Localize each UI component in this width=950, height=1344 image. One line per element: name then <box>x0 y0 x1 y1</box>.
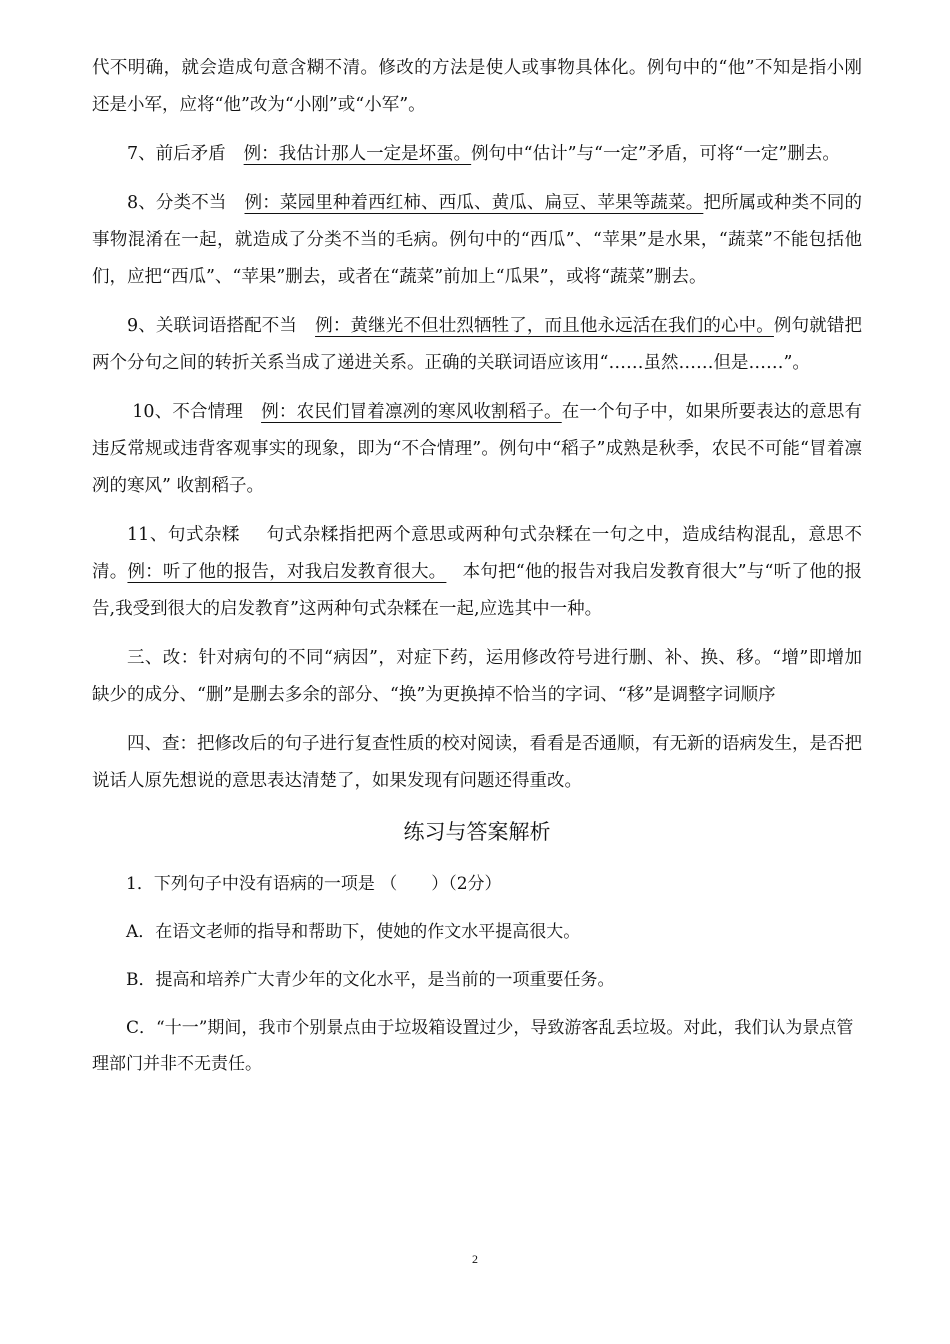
document-page <box>92 50 862 1094</box>
paragraph-7 <box>92 136 862 173</box>
paragraph-9 <box>92 308 862 382</box>
question-1-option-c: C．“十一”期间，我市个别景点由于垃圾箱设置过少，导致游客乱丢垃圾。对此，我们认为景点管理部门并非不无责任。 <box>92 1018 854 1074</box>
paragraph-cha: 四、查：把修改后的句子进行复查性质的校对阅读，看看是否通顺，有无新的语病发生，是否把说话人原先想说的意思表达清楚了，如果发现有问题还得重改。 <box>92 734 862 791</box>
item-label: 8、分类不当 <box>127 193 227 213</box>
paragraph-8 <box>92 185 862 296</box>
example-sentence: 例：农民们冒着凛冽的寒风收割稻子。 <box>261 402 562 422</box>
question-1-option-a: A．在语文老师的指导和帮助下，使她的作文水平提高很大。 <box>126 922 581 942</box>
paragraph-11 <box>92 517 862 628</box>
page-number: 2 <box>472 1252 478 1266</box>
question-1-option-b: B．提高和培养广大青少年的文化水平，是当前的一项重要任务。 <box>126 970 615 990</box>
item-label: 9、关联词语搭配不当 <box>127 316 298 336</box>
explanation-text: 例句就错把两个分句之间的转折关系当成了递进关系。正确的关联词语应该用“……虽然……但是……”。 <box>92 316 862 373</box>
question-1-stem: 1．下列句子中没有语病的一项是 （ ）（2分） <box>126 874 502 894</box>
paragraph-gai: 三、改：针对病句的不同“病因”，对症下药，运用修改符号进行删、补、换、移。“增”即增加缺少的成分、“删”是删去多余的部分、“换”为更换掉不恰当的字词、“移”是调整字词顺序 <box>92 648 862 705</box>
example-sentence: 例：我估计那人一定是坏蛋。 <box>243 144 472 164</box>
explanation-text: 句式杂糅指把两个意思或两种句式杂糅在一句之中，造成结构混乱，意思不清。 <box>92 525 862 582</box>
example-sentence: 例：菜园里种着西红柿、西瓜、黄瓜、扁豆、苹果等蔬菜。 <box>244 193 704 213</box>
explanation-text-2: 本句把“他的报告对我启发教育很大”与“听了他的报告,我受到很大的启发教育”这两种句式杂糅在一起,应选其中一种。 <box>92 562 863 619</box>
paragraph-10 <box>92 394 862 505</box>
item-label: 7、前后矛盾 <box>127 144 226 164</box>
example-sentence: 例：黄继光不但壮烈牺牲了，而且他永远活在我们的心中。 <box>315 316 774 336</box>
explanation-text: 例句中“估计”与“一定”矛盾，可将“一定”删去。 <box>471 144 840 164</box>
item-label: 10、不合情理 <box>132 402 244 422</box>
example-sentence: 例：听了他的报告，对我启发教育很大。 <box>127 562 447 582</box>
item-label: 11、句式杂糅 <box>127 525 241 545</box>
section-title: 练习与答案解析 <box>403 820 551 844</box>
explanation-text: 把所属或种类不同的事物混淆在一起，就造成了分类不当的毛病。例句中的“西瓜”、“苹果”是水果，“蔬菜”不能包括他们，应把“西瓜”、“苹果”删去，或者在“蔬菜”前加上“瓜果”，或将“蔬菜”删去。 <box>92 193 863 287</box>
explanation-text: 在一个句子中，如果所要表达的意思有违反常规或违背客观事实的现象，即为“不合情理”。例句中“稻子”成熟是秋季，农民不可能“冒着凛冽的寒风” 收割稻子。 <box>92 402 863 496</box>
paragraph-intro: 代不明确，就会造成句意含糊不清。修改的方法是使人或事物具体化。例句中的“他”不知是指小刚还是小军，应将“他”改为“小刚”或“小军”。 <box>92 58 862 115</box>
